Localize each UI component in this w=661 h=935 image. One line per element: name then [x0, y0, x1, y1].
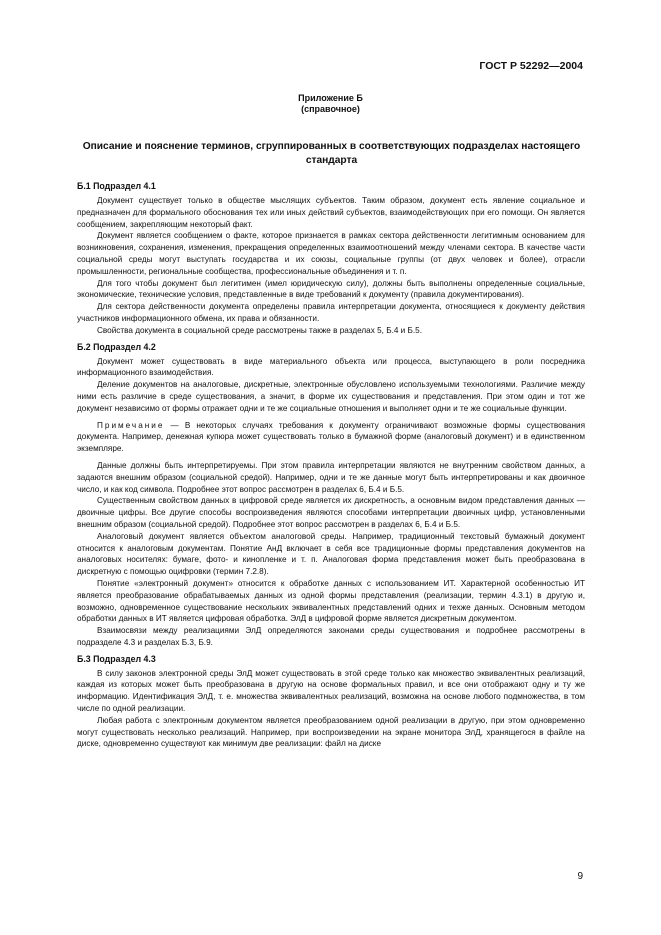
document-body — [77, 181, 585, 750]
paragraph: Для сектора действенности документа определены правила интерпретации документа, относящиеся к документу действия участников информационного обмена, их права и обязанности. — [77, 302, 585, 323]
paragraph: Взаимосвязи между реализациями ЭлД определяются законами среды существования и подробнее рассмотрены в подразделе 4.3 и разделах Б.3, Б.9. — [77, 626, 585, 647]
note — [77, 420, 585, 455]
paragraph: Деление документов на аналоговые, дискретные, электронные обусловлено используемыми технологиями. Различие между ними есть различие в среде существования, а значит, в форме их существования и представления. При этом один и тот же документ независимо от формы отражает одни и те же социальные отношения и выполняет одни и те же социальные функции. — [77, 380, 585, 413]
paragraph: Аналоговый документ является объектом аналоговой среды. Например, традиционный текстовый бумажный документ относится к аналоговым документам. Понятие АнД включает в себя все традиционные формы представления документов на аналоговых носителях: бумаге, фото- и кинопленке и т. п. Аналоговая форма представления может быть преобразована в дискретную с помощью оцифровки (термин 7.2.8). — [77, 531, 585, 577]
paragraph: Документ является сообщением о факте, которое признается в рамках сектора действенности легитимным основанием для возникновения, сохранения, изменения, прекращения определенных взаимоотношений между членами сектора. В качестве части социальной среды могут выступать государства и их союзы, социальные группы (от двух человек и более), отрасли промышленности, региональные сообщества, профессиональные объединения и т. п. — [77, 231, 585, 276]
paragraph: Свойства документа в социальной среде рассмотрены также в разделах 5, Б.4 и Б.5. — [97, 325, 423, 335]
appendix-subtitle: (справочное) — [301, 104, 360, 114]
paragraph: Данные должны быть интерпретируемы. При этом правила интерпретации являются не внутренним свойством данных, а задаются внешним образом (социальной средой). Например, одни и те же данные могут быть интерпретированы и как двоичное число, и как код символа. Подробнее этот вопрос рассмотрен в разделах 6, Б.4 и Б.5. — [77, 460, 585, 494]
section-heading-b2: Б.2 Подраздел 4.2 — [77, 341, 156, 352]
section-heading-b3: Б.3 Подраздел 4.3 — [77, 653, 156, 664]
appendix-title: Приложение Б — [298, 93, 363, 103]
paragraph: Документ может существовать в виде материального объекта или процесса, выступающего в роли посредника информационного взаимодействия. — [77, 356, 585, 378]
appendix-heading — [0, 93, 661, 115]
note-text: — В некоторых случаях требования к документу ограничивают возможные формы существования документа. Например, денежная купюра может существовать только в бумажной форме (аналоговый документ) и в единственном экземпляре. — [77, 420, 585, 454]
paragraph: В силу законов электронной среды ЭлД может существовать в этой среде только как множество эквивалентных реализаций, каждая из которых может быть преобразована в другую на основе формальных правил, и все они отображают одну и ту же информацию. Идентификация ЭлД, т. е. множества эквивалентных реализаций, возможна на основе любого подмножества, в том числе по одной реализации. — [77, 668, 585, 714]
paragraph: Существенным свойством данных в цифровой среде является их дискретность, а основным видом представления данных — двоичные цифры. Все другие способы воспроизведения являются способами интерпретации двоичных цифр, установленными внешним образом (социальной средой). Подробнее этот вопрос рассмотрен в разделах 6, Б.4 и Б.5. — [77, 496, 585, 529]
main-title: Описание и пояснение терминов, сгруппированных в соответствующих подразделах настоящего стандарта — [82, 141, 581, 166]
paragraph: Понятие «электронный документ» относится к обработке данных с использованием ИТ. Характерной особенностью ИТ является преобразование обрабатываемых данных из одной формы представления (реализации, термин 4.3.1) в другую и, возможно, одновременное существование нескольких эквивалентных представлений одних и техже данных. Основным методом обработки данных в ИТ является цифровая обработка. ЭлД в цифровой форме является дискретным документом. — [77, 578, 585, 624]
section-heading-b1: Б.1 Подраздел 4.1 — [77, 181, 156, 191]
paragraph: Для того чтобы документ был легитимен (имел юридическую силу), должны быть выполнены определенные социальные, экономические, технические условия, представленные в виде требований к документу (правила документирования). — [77, 278, 585, 300]
paragraph: Документ существует только в обществе мыслящих субъектов. Таким образом, документ есть явление социальное и предназначен для формального обоснования тех или иных действий субъектов, взаимодействующих при его помощи. Он является сообщением, закрепляющим некоторый факт. — [77, 196, 585, 229]
document-code: ГОСТ Р 52292—2004 — [479, 60, 583, 72]
paragraph: Любая работа с электронным документом является преобразованием одной реализации в другую, при этом одновременно могут существовать несколько реализаций. Например, при воспроизведении на экране монитора ЭлД, хранящегося в файле на диске, одновременно существуют как минимум две реализации: файл на диске — [77, 715, 585, 749]
note-label: Примечание — [97, 420, 165, 430]
page-number: 9 — [577, 871, 583, 882]
